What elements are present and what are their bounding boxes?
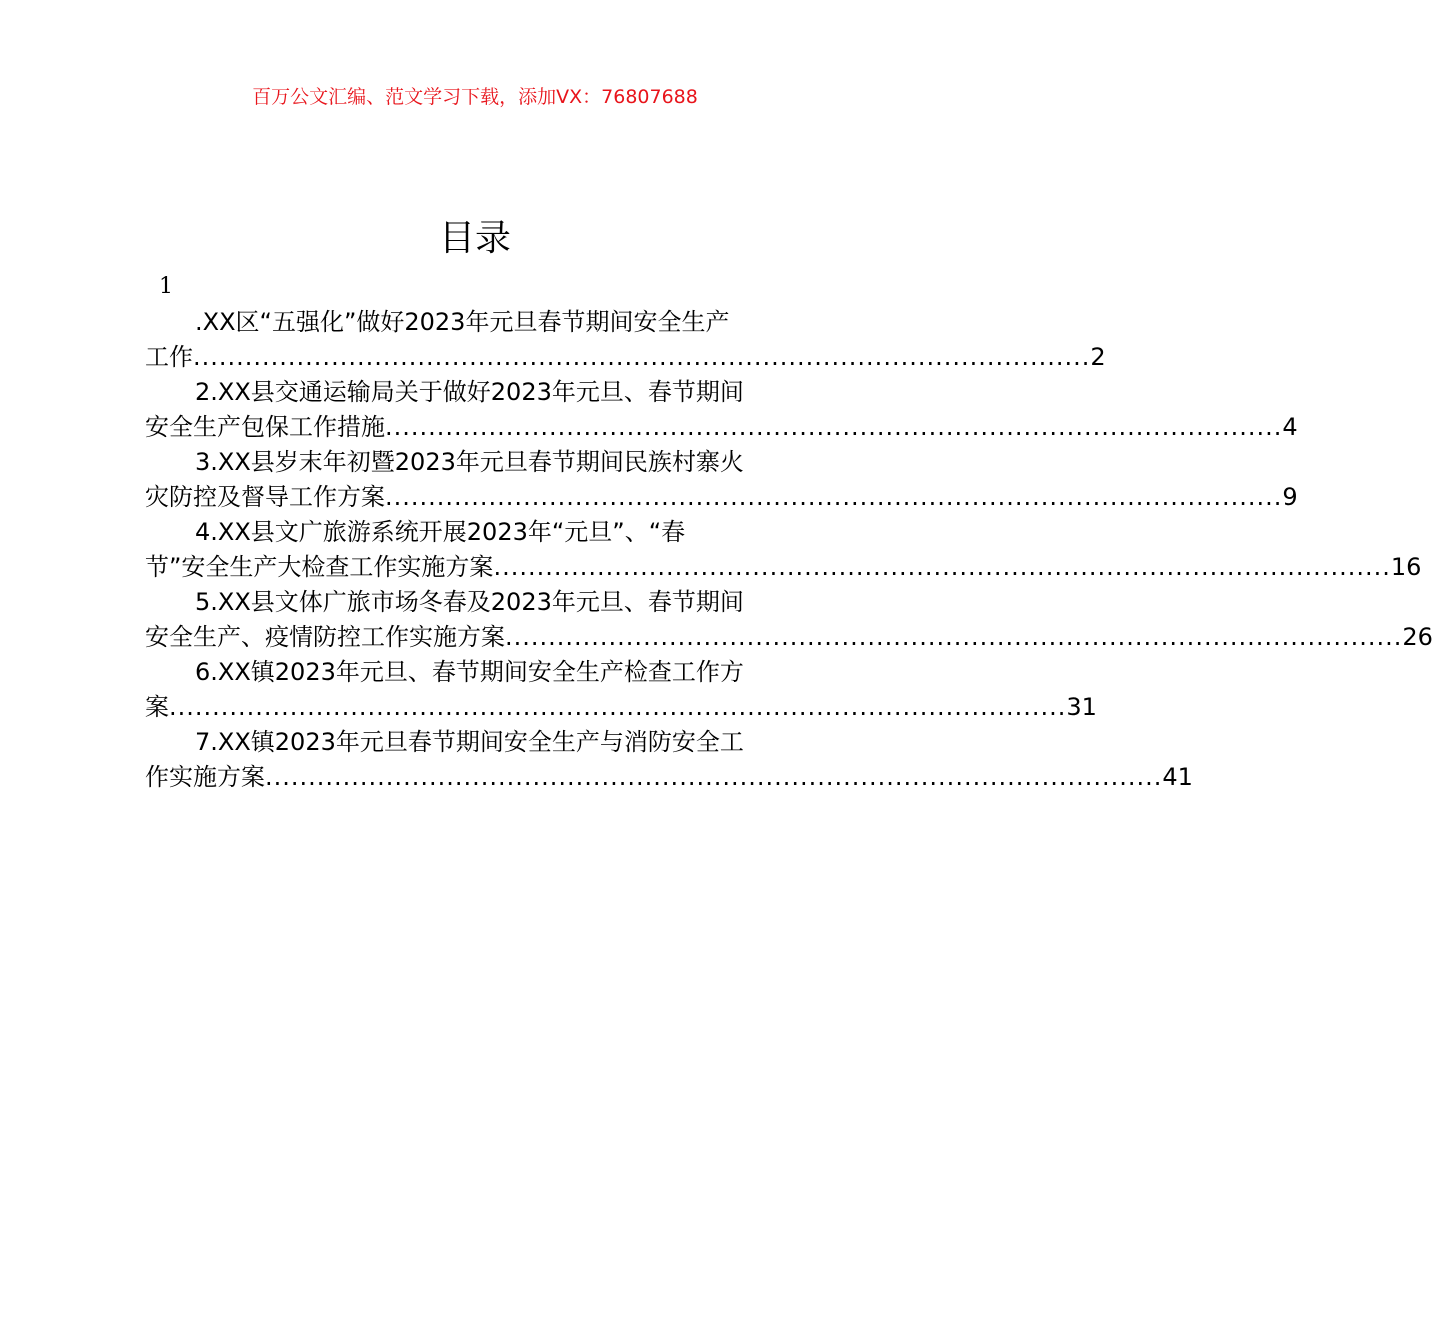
toc-entry[interactable] [145, 655, 1097, 725]
toc-entry-title-line2: 工作 [145, 343, 193, 371]
toc-leader-dots: ........................................................................................................ [385, 413, 1283, 441]
toc-page-number: 31 [1066, 693, 1097, 721]
toc-entry[interactable] [145, 305, 1106, 375]
toc-entry-title-line2: 案 [145, 693, 169, 721]
toc-page-number: 41 [1162, 763, 1193, 791]
toc-entry[interactable] [145, 515, 1422, 585]
toc-entry-title-line1: .XX区“五强化”做好2023年元旦春节期间安全生产 [195, 308, 730, 336]
stray-number: 1 [159, 274, 173, 299]
toc-page-number: 9 [1282, 483, 1298, 511]
toc-entry-title-line2: 灾防控及督导工作方案 [145, 483, 385, 511]
toc-leader-dots: ........................................................................................................ [265, 763, 1163, 791]
page-title: 目录 [438, 218, 511, 259]
toc-leader-dots: ........................................................................................................ [493, 553, 1391, 581]
toc-entry-title-line1: 2.XX县交通运输局关于做好2023年元旦、春节期间 [195, 378, 744, 406]
toc-page-number: 4 [1282, 413, 1298, 441]
toc-entry-title-line2: 安全生产、疫情防控工作实施方案 [145, 623, 505, 651]
toc-entry-title-line2: 作实施方案 [145, 763, 265, 791]
toc-entry-title-line1: 5.XX县文体广旅市场冬春及2023年元旦、春节期间 [195, 588, 744, 616]
toc-entry-title-line2: 安全生产包保工作措施 [145, 413, 385, 441]
toc-entry-title-line1: 7.XX镇2023年元旦春节期间安全生产与消防安全工 [195, 728, 744, 756]
toc-page-number: 16 [1390, 553, 1422, 581]
toc-entry-title-line1: 3.XX县岁末年初暨2023年元旦春节期间民族村寨火 [195, 448, 744, 476]
toc-entry[interactable] [145, 445, 1298, 515]
toc-entry-title-line2: 节”安全生产大检查工作实施方案 [145, 553, 494, 581]
toc-entry[interactable] [145, 585, 1433, 655]
toc-entry[interactable] [145, 375, 1298, 445]
toc-entry-title-line1: 4.XX县文广旅游系统开展2023年“元旦”、“春 [195, 518, 686, 546]
table-of-contents [145, 305, 1433, 795]
toc-leader-dots: ........................................................................................................ [385, 483, 1283, 511]
toc-page-number: 2 [1090, 343, 1106, 371]
toc-page-number: 26 [1402, 623, 1433, 651]
toc-entry-title-line1: 6.XX镇2023年元旦、春节期间安全生产检查工作方 [195, 658, 744, 686]
toc-leader-dots: ........................................................................................................ [193, 343, 1091, 371]
toc-entry[interactable] [145, 725, 1193, 795]
toc-leader-dots: ........................................................................................................ [169, 693, 1067, 721]
toc-leader-dots: ........................................................................................................ [505, 623, 1403, 651]
header-banner: 百万公文汇编、范文学习下载，添加VX：76807688 [252, 86, 698, 108]
